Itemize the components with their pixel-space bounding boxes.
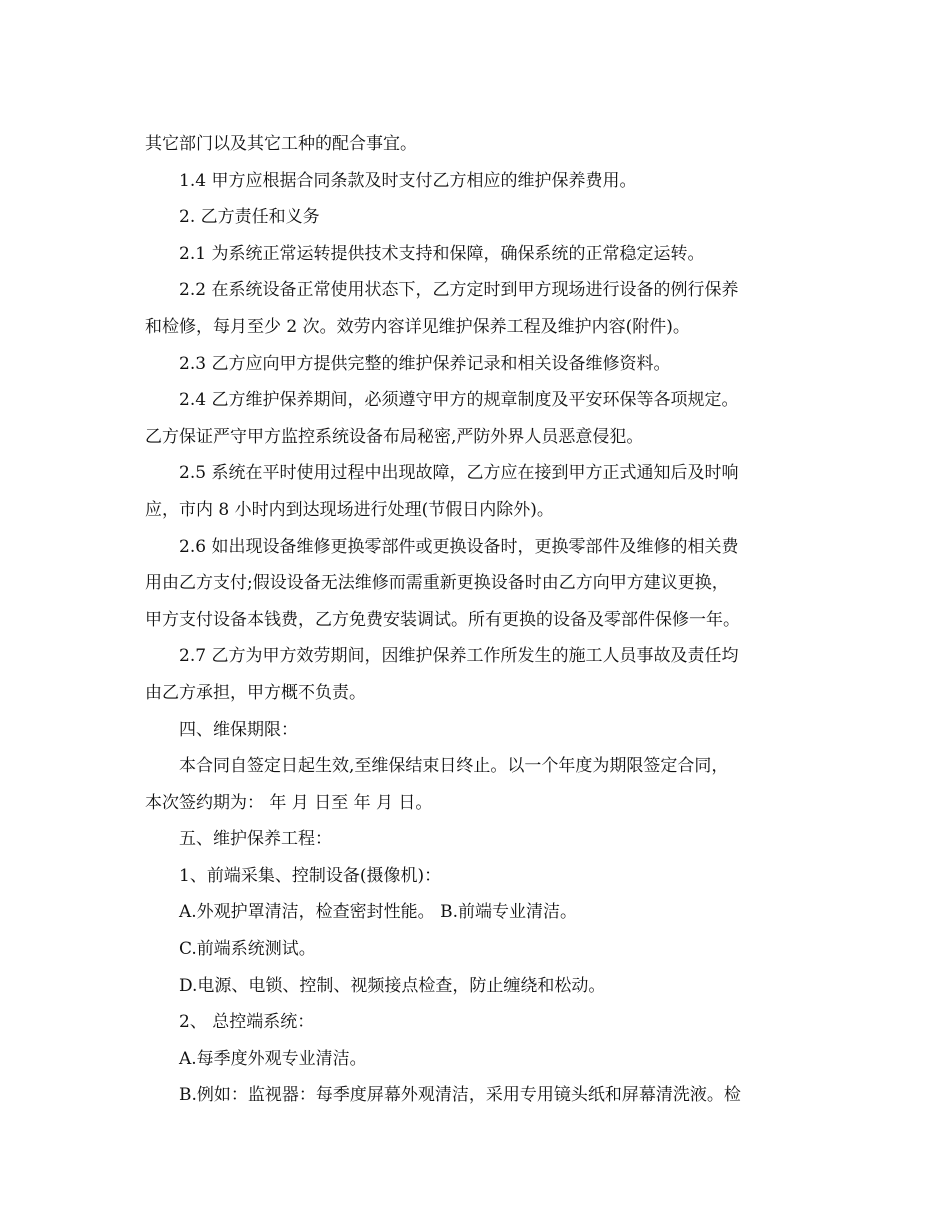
section-heading-maintenance: 五、维护保养工程： (179, 829, 332, 850)
section-heading-party-b: 2. 乙方责任和义务 (179, 207, 320, 228)
clause-2-4: 2.4 乙方维护保养期间，必须遵守甲方的规章制度及平安环保等各项规定。 (179, 390, 739, 411)
clause-2-5: 2.5 系统在平时使用过程中出现故障，乙方应在接到甲方正式通知后及时响 (179, 463, 739, 484)
clause-1-4: 1.4 甲方应根据合同条款及时支付乙方相应的维护保养费用。 (179, 170, 637, 191)
text-line-continuation: 其它部门以及其它工种的配合事宜。 (145, 134, 417, 154)
item-control-b: B.例如：监视器：每季度屏幕外观清洁，采用专用镜头纸和屏幕清洗液。检 (179, 1085, 741, 1106)
item-a-b: A.外观护罩清洁，检查密封性能。 B.前端专业清洁。 (179, 902, 577, 923)
clause-2-7: 2.7 乙方为甲方效劳期间，因维护保养工作所发生的施工人员事故及责任均 (179, 646, 739, 667)
clause-2-2: 2.2 在系统设备正常使用状态下，乙方定时到甲方现场进行设备的例行保养 (179, 280, 739, 301)
clause-2-4-cont: 乙方保证严守甲方监控系统设备布局秘密,严防外界人员恶意侵犯。 (145, 426, 644, 447)
clause-2-1: 2.1 为系统正常运转提供技术支持和保障，确保系统的正常稳定运转。 (179, 243, 705, 264)
term-paragraph-cont: 本次签约期为： 年 月 日至 年 月 日。 (145, 792, 433, 813)
term-paragraph: 本合同自签定日起生效,至维保结束日终止。以一个年度为期限签定合同， (179, 756, 729, 777)
item-d: D.电源、电锁、控制、视频接点检查，防止缠绕和松动。 (179, 975, 606, 996)
section-heading-term: 四、维保期限： (179, 719, 298, 740)
clause-2-3: 2.3 乙方应向甲方提供完整的维护保养记录和相关设备维修资料。 (179, 353, 671, 374)
clause-2-6: 2.6 如出现设备维修更换零部件或更换设备时，更换零部件及维修的相关费 (179, 536, 739, 557)
item-control-a: A.每季度外观专业清洁。 (179, 1048, 367, 1069)
item-front-end-devices: 1、前端采集、控制设备(摄像机)： (179, 865, 442, 886)
clause-2-6-cont-1: 用由乙方支付;假设设备无法维修而需重新更换设备时由乙方向甲方建议更换， (145, 573, 729, 594)
clause-2-7-cont: 由乙方承担，甲方概不负责。 (145, 682, 366, 703)
document-body (145, 126, 805, 1114)
clause-2-2-cont: 和检修，每月至少 2 次。效劳内容详见维护保养工程及维护内容(附件)。 (145, 316, 690, 337)
item-c: C.前端系统测试。 (179, 939, 316, 960)
item-control-system: 2、 总控端系统： (179, 1012, 315, 1033)
clause-2-5-cont: 应，市内 8 小时内到达现场进行处理(节假日内除外)。 (145, 499, 554, 520)
clause-2-6-cont-2: 甲方支付设备本钱费，乙方免费安装调试。所有更换的设备及零部件保修一年。 (145, 609, 740, 630)
